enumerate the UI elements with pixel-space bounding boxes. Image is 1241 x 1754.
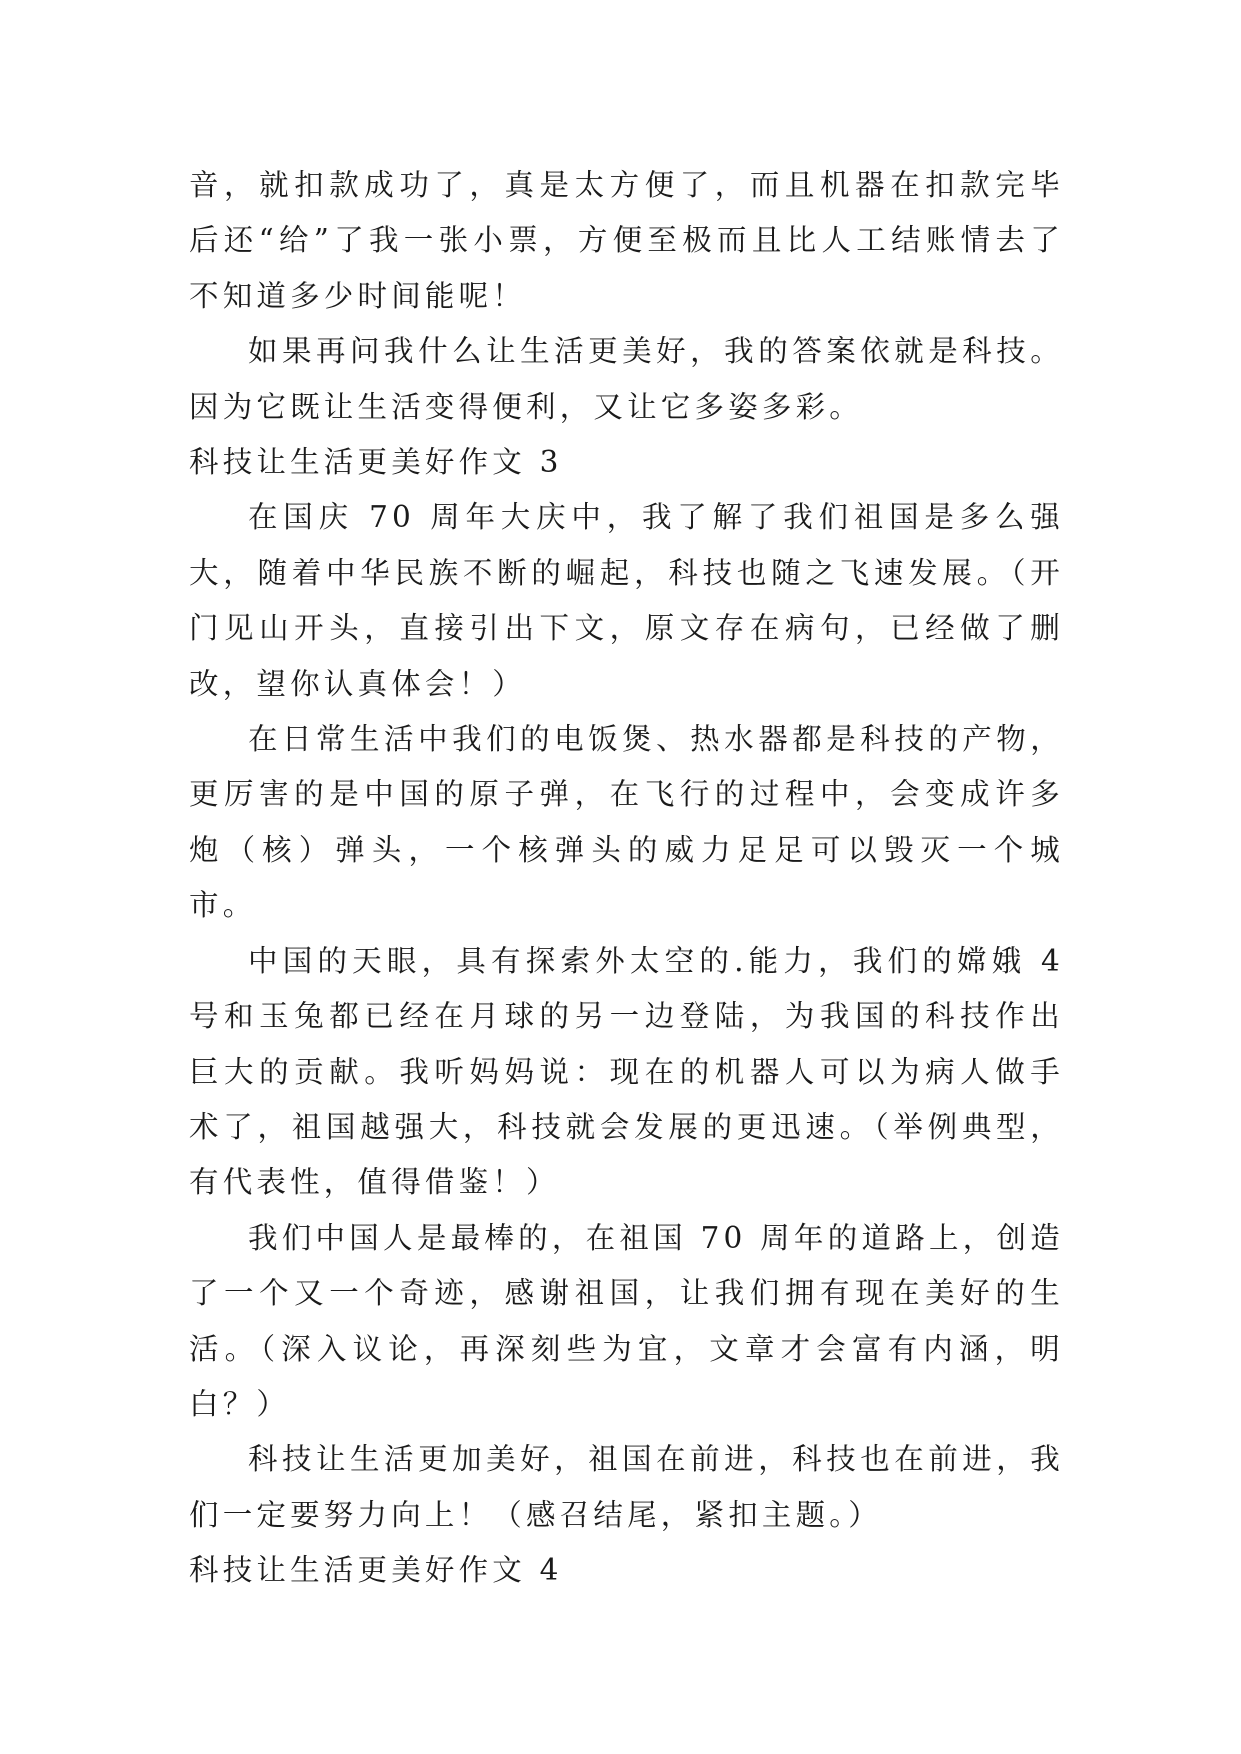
paragraph-continued: 音，就扣款成功了，真是太方便了，而且机器在扣款完毕后还“给”了我一张小票，方便至极而且比人工结账情去了不知道多少时间能呢！ bbox=[189, 168, 1064, 313]
paragraph: 如果再问我什么让生活更美好，我的答案依就是科技。因为它既让生活变得便利，又让它多姿多彩。 bbox=[189, 334, 1064, 424]
section-heading: 科技让生活更美好作文 4 bbox=[189, 1553, 563, 1588]
paragraph: 科技让生活更加美好，祖国在前进，科技也在前进，我们一定要努力向上！（感召结尾，紧扣主题。） bbox=[189, 1442, 1064, 1532]
paragraph: 中国的天眼，具有探索外太空的.能力，我们的嫦娥 4 号和玉兔都已经在月球的另一边登陆，为我国的科技作出巨大的贡献。我听妈妈说：现在的机器人可以为病人做手术了，祖国越强大，科技就会发展的更迅速。（举例典型，有代表性，值得借鉴！） bbox=[189, 943, 1064, 1200]
paragraph: 我们中国人是最棒的，在祖国 70 周年的道路上，创造了一个又一个奇迹，感谢祖国，让我们拥有现在美好的生活。（深入议论，再深刻些为宜，文章才会富有内涵，明白？） bbox=[189, 1220, 1064, 1421]
document-body bbox=[189, 158, 1064, 1599]
section-heading: 科技让生活更美好作文 3 bbox=[189, 445, 563, 480]
paragraph: 在国庆 70 周年大庆中，我了解了我们祖国是多么强大，随着中华民族不断的崛起，科技也随之飞速发展。（开门见山开头，直接引出下文，原文存在病句，已经做了删改，望你认真体会！） bbox=[189, 500, 1064, 701]
paragraph: 在日常生活中我们的电饭煲、热水器都是科技的产物，更厉害的是中国的原子弹，在飞行的过程中，会变成许多炮（核）弹头，一个核弹头的威力足足可以毁灭一个城市。 bbox=[189, 722, 1064, 923]
